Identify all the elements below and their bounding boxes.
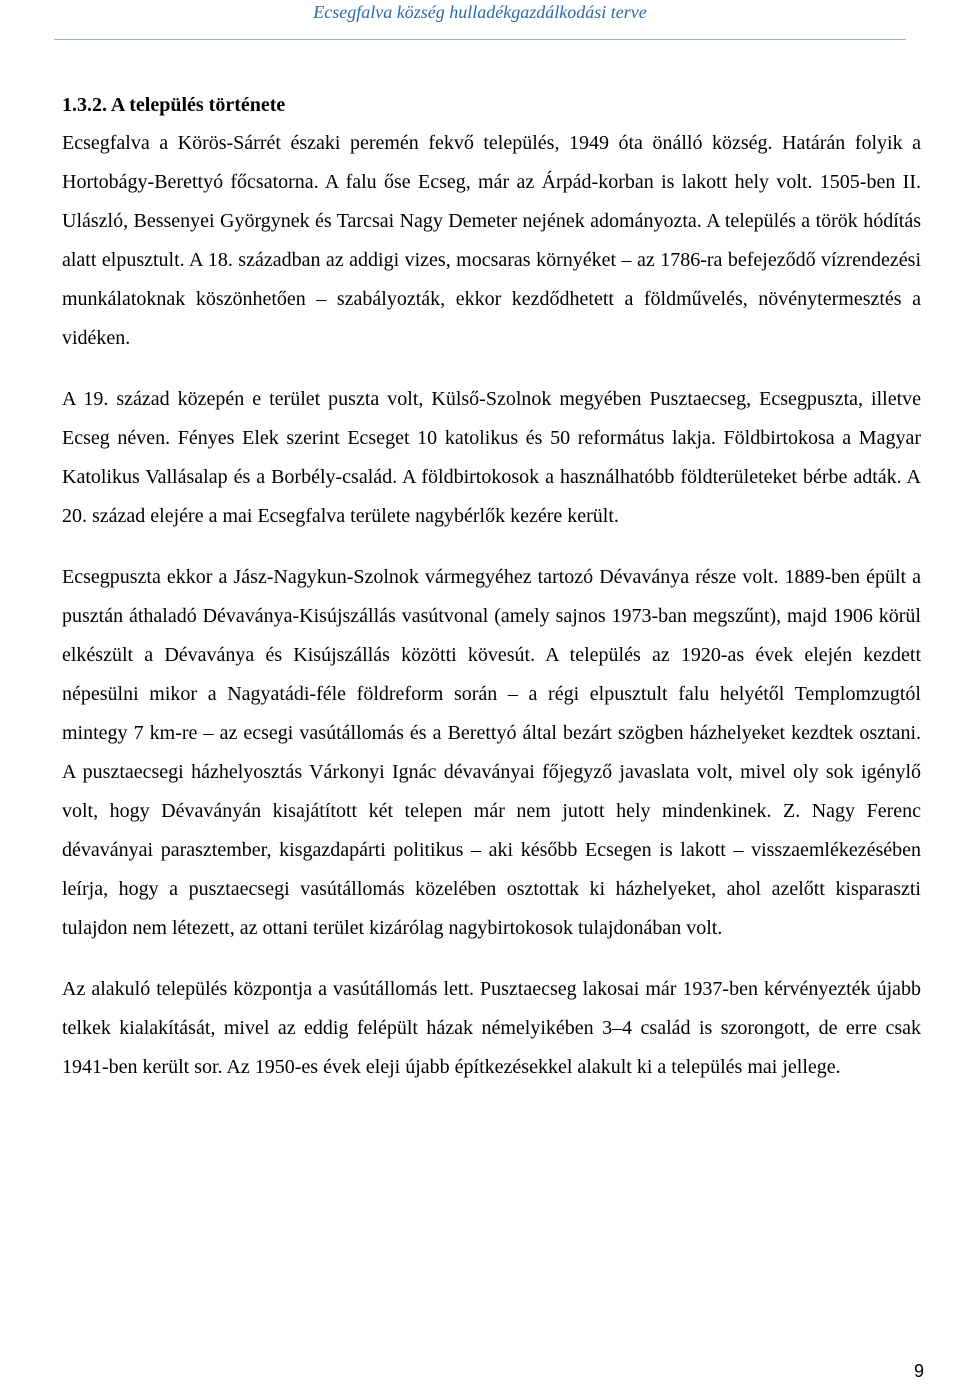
running-header: Ecsegfalva község hulladékgazdálkodási terve — [313, 2, 647, 22]
header-divider — [54, 39, 906, 40]
paragraph-history-origins: Ecsegfalva a Körös-Sárrét északi peremén fekvő település, 1949 óta önálló község. Határán folyik a Hortobágy-Berettyó főcsatorna. A falu őse Ecseg, már az Árpád-korban is lakott hely volt. 1505-ben II. Ulászló, Bessenyei Györgynek és Tarcsai Nagy Demeter nejének adományozta. A település a török hódítás alatt elpusztult. A 18. században az addigi vizes, mocsaras környéket – az 1786-ra befejeződő vízrendezési munkálatoknak köszönhetően – szabályozták, ekkor kezdődhetett a földművelés, növénytermesztés a vidéken. — [62, 132, 921, 349]
paragraph-development: Az alakuló település központja a vasútállomás lett. Pusztaecseg lakosai már 1937-ben kérvényezték újabb telkek kialakítását, mivel az eddig felépült házak némelyikében 3–4 család is szorongott, de erre csak 1941-ben került sor. Az 1950-es évek eleji újabb építkezésekkel alakult ki a település mai jellege. — [62, 978, 921, 1078]
section-title: 1.3.2. A település története — [62, 94, 286, 116]
page-content — [62, 90, 921, 1087]
paragraph-settlement-formation: Ecsegpuszta ekkor a Jász-Nagykun-Szolnok vármegyéhez tartozó Dévaványa része volt. 1889-ben épült a pusztán áthaladó Dévaványa-Kisújszállás vasútvonal (amely sajnos 1973-ban megszűnt), majd 1906 körül elkészült a Dévaványa és Kisújszállás közötti kövesút. A település az 1920-as évek elején kezdett népesülni mikor a Nagyatádi-féle földreform során – a régi elpusztult falu helyétől Templomzugtól mintegy 7 km-re – az ecsegi vasútállomás és a Berettyó által bezárt szögben házhelyeket kezdtek osztani. A pusztaecsegi házhelyosztás Várkonyi Ignác dévaványai főjegyző javaslata volt, mivel oly sok igénylő volt, hogy Dévaványán kisajátított két telepen már nem jutott hely mindenkinek. Z. Nagy Ferenc dévaványai parasztember, kisgazdapárti politikus – aki később Ecsegen is lakott – visszaemlékezésében leírja, hogy a pusztaecsegi vasútállomás közelében osztottak ki házhelyeket, ahol azelőtt kisparaszti tulajdon nem létezett, az ottani terület kizárólag nagybirtokosok tulajdonában volt. — [62, 566, 921, 939]
page-number: 9 — [913, 1361, 924, 1381]
paragraph-19th-century: A 19. század közepén e terület puszta volt, Külső-Szolnok megyében Pusztaecseg, Ecsegpuszta, illetve Ecseg néven. Fényes Elek szerint Ecseget 10 katolikus és 50 református lakja. Földbirtokosa a Magyar Katolikus Vallásalap és a Borbély-család. A földbirtokosok a használhatóbb földterületeket bérbe adták. A 20. század elejére a mai Ecsegfalva területe nagybérlők kezére került. — [62, 388, 921, 527]
